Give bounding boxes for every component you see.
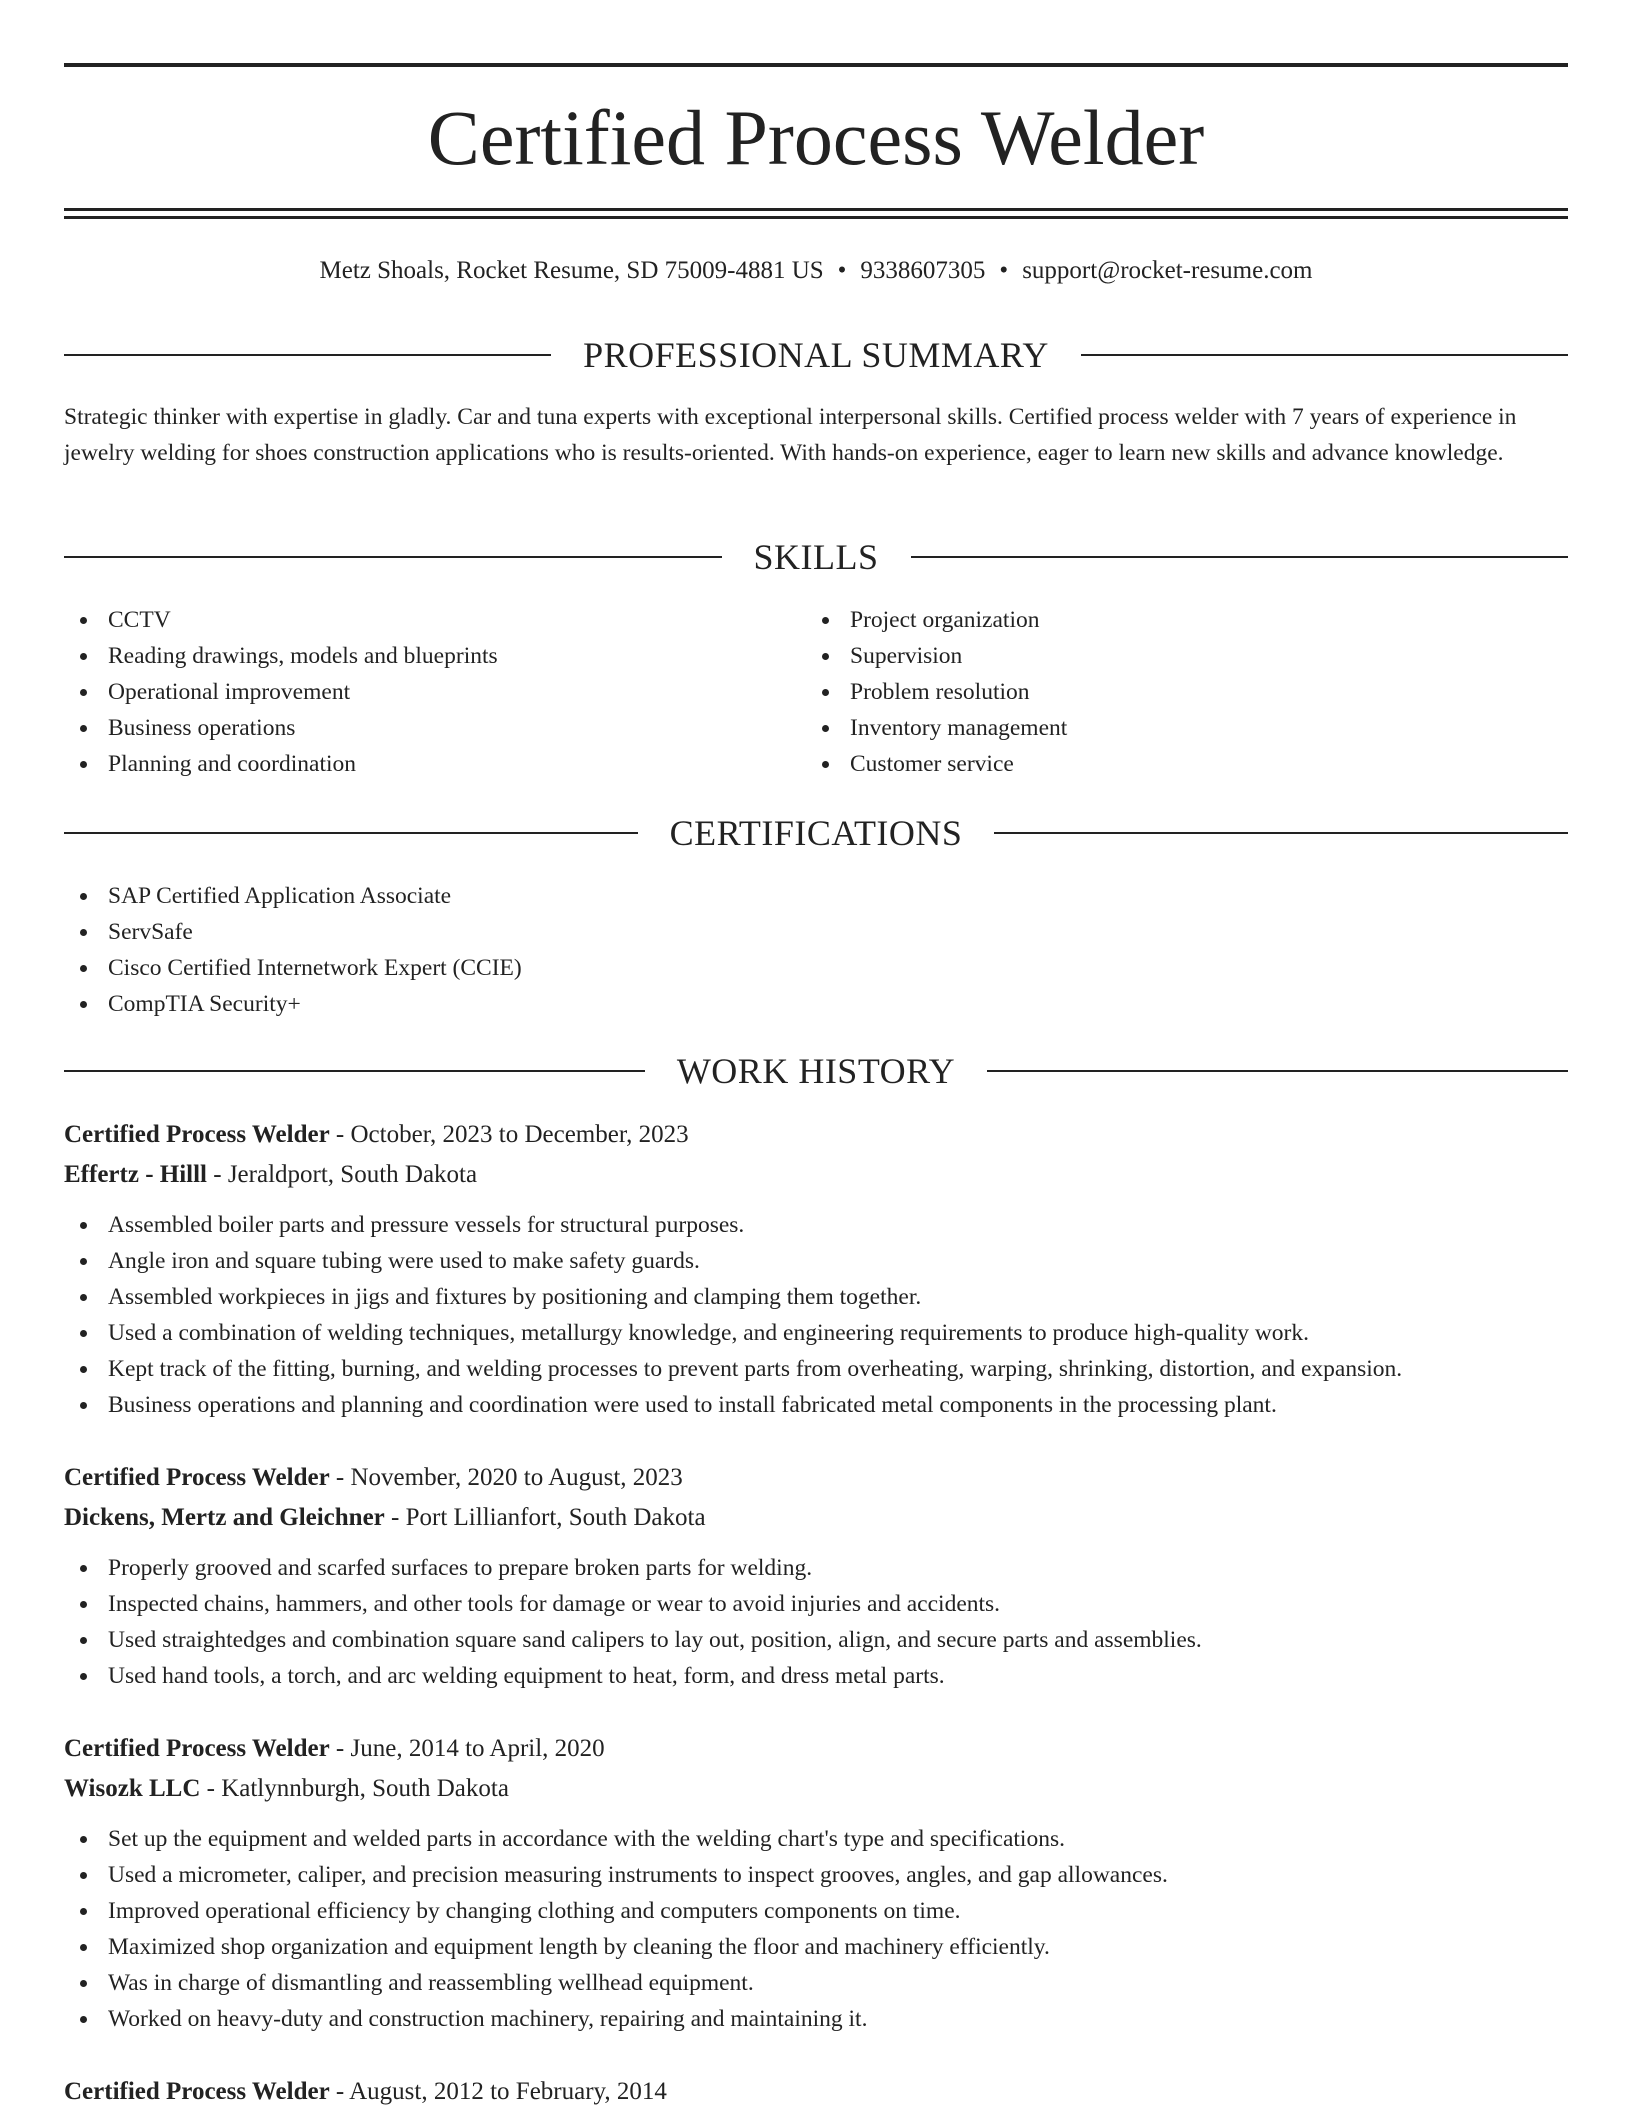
- contact-separator: •: [999, 257, 1009, 284]
- job-bullet: Used straightedges and combination square sand calipers to lay out, position, align, and secure parts and assemblies.: [64, 1622, 1568, 1658]
- skill-item: Customer service: [806, 746, 1067, 782]
- heading-rule: [1081, 354, 1568, 356]
- skill-item: Project organization: [806, 602, 1067, 638]
- job-company: Dickens, Mertz and Gleichner: [64, 1504, 385, 1531]
- job-bullet: Assembled workpieces in jigs and fixtures by positioning and clamping them together.: [64, 1279, 1568, 1315]
- skill-item: Supervision: [806, 638, 1067, 674]
- heading-rule: [987, 1070, 1568, 1072]
- job-bullet: Angle iron and square tubing were used to make safety guards.: [64, 1243, 1568, 1279]
- skill-item: Inventory management: [806, 710, 1067, 746]
- skill-item: Planning and coordination: [64, 746, 498, 782]
- job-title-line: [64, 1115, 1568, 1155]
- skill-item: Business operations: [64, 710, 498, 746]
- job-bullet: Business operations and planning and coordination were used to install fabricated metal components in the processing plant.: [64, 1387, 1568, 1423]
- job-dates: - October, 2023 to December, 2023: [329, 1121, 689, 1148]
- title-rule-lower: [64, 216, 1568, 219]
- section-heading-label: SKILLS: [753, 537, 879, 577]
- job-bullets: [64, 1207, 1568, 1423]
- job-location: - Katlynnburgh, South Dakota: [200, 1775, 509, 1802]
- job-entry: [64, 1729, 1568, 2037]
- job-bullet: Used a combination of welding techniques, metallurgy knowledge, and engineering requirements to produce high-quality work.: [64, 1315, 1568, 1351]
- heading-rule: [64, 832, 638, 834]
- skills-list-right: [806, 602, 1067, 782]
- job-bullet: Improved operational efficiency by changing clothing and computers components on time.: [64, 1893, 1568, 1929]
- section-heading-certifications: [64, 811, 1568, 855]
- job-bullet: Assembled boiler parts and pressure vessels for structural purposes.: [64, 1207, 1568, 1243]
- heading-rule: [64, 1070, 645, 1072]
- skill-item: Problem resolution: [806, 674, 1067, 710]
- job-bullet: Kept track of the fitting, burning, and welding processes to prevent parts from overheating, warping, shrinking, distortion, and expansion.: [64, 1351, 1568, 1387]
- certification-item: CompTIA Security+: [64, 986, 522, 1022]
- skill-item: Reading drawings, models and blueprints: [64, 638, 498, 674]
- job-bullets: [64, 1821, 1568, 2037]
- section-heading-skills: [64, 535, 1568, 579]
- job-company-line: [64, 1769, 1568, 1809]
- job-bullet: Properly grooved and scarfed surfaces to prepare broken parts for welding.: [64, 1550, 1568, 1586]
- job-company-line: [64, 1155, 1568, 1195]
- job-company: Effertz - Hilll: [64, 1161, 207, 1188]
- job-entry: [64, 2072, 1568, 2112]
- job-entry: [64, 1115, 1568, 1423]
- section-heading-label: WORK HISTORY: [676, 1051, 956, 1091]
- section-heading-work-history: [64, 1049, 1568, 1093]
- certification-item: SAP Certified Application Associate: [64, 878, 522, 914]
- page-title: Certified Process Welder: [427, 94, 1205, 181]
- job-bullet: Used a micrometer, caliper, and precision measuring instruments to inspect grooves, angles, and gap allowances.: [64, 1857, 1568, 1893]
- contact-phone: 9338607305: [860, 257, 986, 284]
- title-rule-upper: [64, 208, 1568, 211]
- job-title: Certified Process Welder: [64, 2078, 330, 2105]
- job-title: Certified Process Welder: [64, 1121, 330, 1148]
- job-title-line: [64, 1729, 1568, 1769]
- section-heading-label: PROFESSIONAL SUMMARY: [583, 335, 1049, 375]
- job-bullet: Used hand tools, a torch, and arc welding equipment to heat, form, and dress metal parts.: [64, 1658, 1568, 1694]
- section-heading-label: CERTIFICATIONS: [669, 813, 963, 853]
- certification-item: Cisco Certified Internetwork Expert (CCIE): [64, 950, 522, 986]
- top-rule: [64, 63, 1568, 67]
- job-bullet: Worked on heavy-duty and construction machinery, repairing and maintaining it.: [64, 2001, 1568, 2037]
- job-company: Wisozk LLC: [64, 1775, 201, 1802]
- job-dates: - June, 2014 to April, 2020: [329, 1735, 605, 1762]
- heading-rule: [911, 556, 1569, 558]
- job-bullet: Inspected chains, hammers, and other tools for damage or wear to avoid injuries and accidents.: [64, 1586, 1568, 1622]
- job-title: Certified Process Welder: [64, 1464, 330, 1491]
- contact-email: support@rocket-resume.com: [1022, 257, 1313, 284]
- section-heading-summary: [64, 333, 1568, 377]
- job-bullet: Set up the equipment and welded parts in accordance with the welding chart's type and specifications.: [64, 1821, 1568, 1857]
- job-title-line: [64, 2072, 1568, 2112]
- job-bullet: Was in charge of dismantling and reassembling wellhead equipment.: [64, 1965, 1568, 2001]
- job-bullets: [64, 1550, 1568, 1694]
- job-entry: [64, 1458, 1568, 1694]
- skill-item: CCTV: [64, 602, 498, 638]
- contact-separator: •: [837, 257, 847, 284]
- skills-list-left: [64, 602, 498, 782]
- job-company-line: [64, 1498, 1568, 1538]
- job-dates: - August, 2012 to February, 2014: [329, 2078, 667, 2105]
- job-dates: - November, 2020 to August, 2023: [329, 1464, 683, 1491]
- skill-item: Operational improvement: [64, 674, 498, 710]
- job-location: - Jeraldport, South Dakota: [207, 1161, 478, 1188]
- heading-rule: [994, 832, 1568, 834]
- heading-rule: [64, 354, 551, 356]
- job-title: Certified Process Welder: [64, 1735, 330, 1762]
- job-bullet: Maximized shop organization and equipment length by cleaning the floor and machinery efficiently.: [64, 1929, 1568, 1965]
- contact-line: [64, 254, 1568, 288]
- summary-text: Strategic thinker with expertise in gladly. Car and tuna experts with exceptional interpersonal skills. Certified process welder with 7 years of experience in jewelry welding for shoes construction applications who is results-oriented. With hands-on experience, eager to learn new skills and advance knowledge.: [64, 404, 1517, 466]
- contact-address: Metz Shoals, Rocket Resume, SD 75009-4881 US: [319, 257, 824, 284]
- certifications-list: [64, 878, 522, 1022]
- job-title-line: [64, 1458, 1568, 1498]
- certification-item: ServSafe: [64, 914, 522, 950]
- heading-rule: [64, 556, 722, 558]
- job-location: - Port Lillianfort, South Dakota: [384, 1504, 706, 1531]
